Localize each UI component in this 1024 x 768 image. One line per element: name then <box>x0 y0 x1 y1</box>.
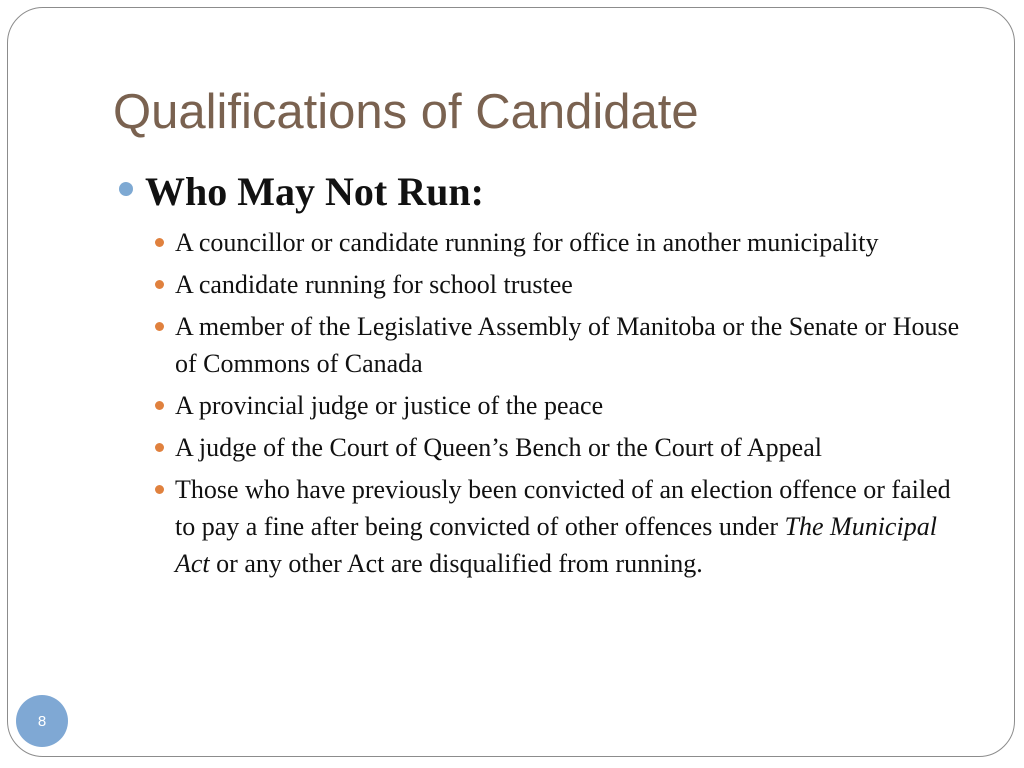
list-item-text: A member of the Legislative Assembly of Manitoba or the Senate or House of Commons of Canada <box>175 312 960 378</box>
list-item-text-after: or any other Act are disqualified from running. <box>209 549 703 578</box>
orange-bullet-icon <box>155 401 164 410</box>
list-item-text: A councillor or candidate running for office in another municipality <box>175 228 879 257</box>
act-name-italic: The Municipal Act <box>175 512 937 578</box>
list-item <box>147 308 977 382</box>
list-item-text: A provincial judge or justice of the peace <box>175 391 604 420</box>
orange-bullet-icon <box>155 443 164 452</box>
page-number: 8 <box>37 712 47 730</box>
orange-bullet-icon <box>155 238 164 247</box>
bullet-level1 <box>117 166 977 218</box>
orange-bullet-icon <box>155 322 164 331</box>
orange-bullet-icon <box>155 280 164 289</box>
blue-bullet-icon <box>119 182 133 196</box>
list-item <box>147 387 977 424</box>
list-item <box>147 224 977 261</box>
list-item-text: A judge of the Court of Queen’s Bench or the Court of Appeal <box>175 433 822 462</box>
orange-bullet-icon <box>155 485 164 494</box>
slide-title: Qualifications of Candidate <box>113 85 699 139</box>
list-item <box>147 266 977 303</box>
list-item <box>147 429 977 466</box>
list-item-text-before: Those who have previously been convicted of an election offence or failed to pay a fine after being convicted of other offences under <box>175 475 951 541</box>
page-number-badge <box>16 695 68 747</box>
slide-content <box>117 166 977 587</box>
list-item <box>147 471 977 582</box>
bullet-list <box>147 224 977 582</box>
list-item-text: A candidate running for school trustee <box>175 270 573 299</box>
section-heading: Who May Not Run: <box>145 169 484 214</box>
